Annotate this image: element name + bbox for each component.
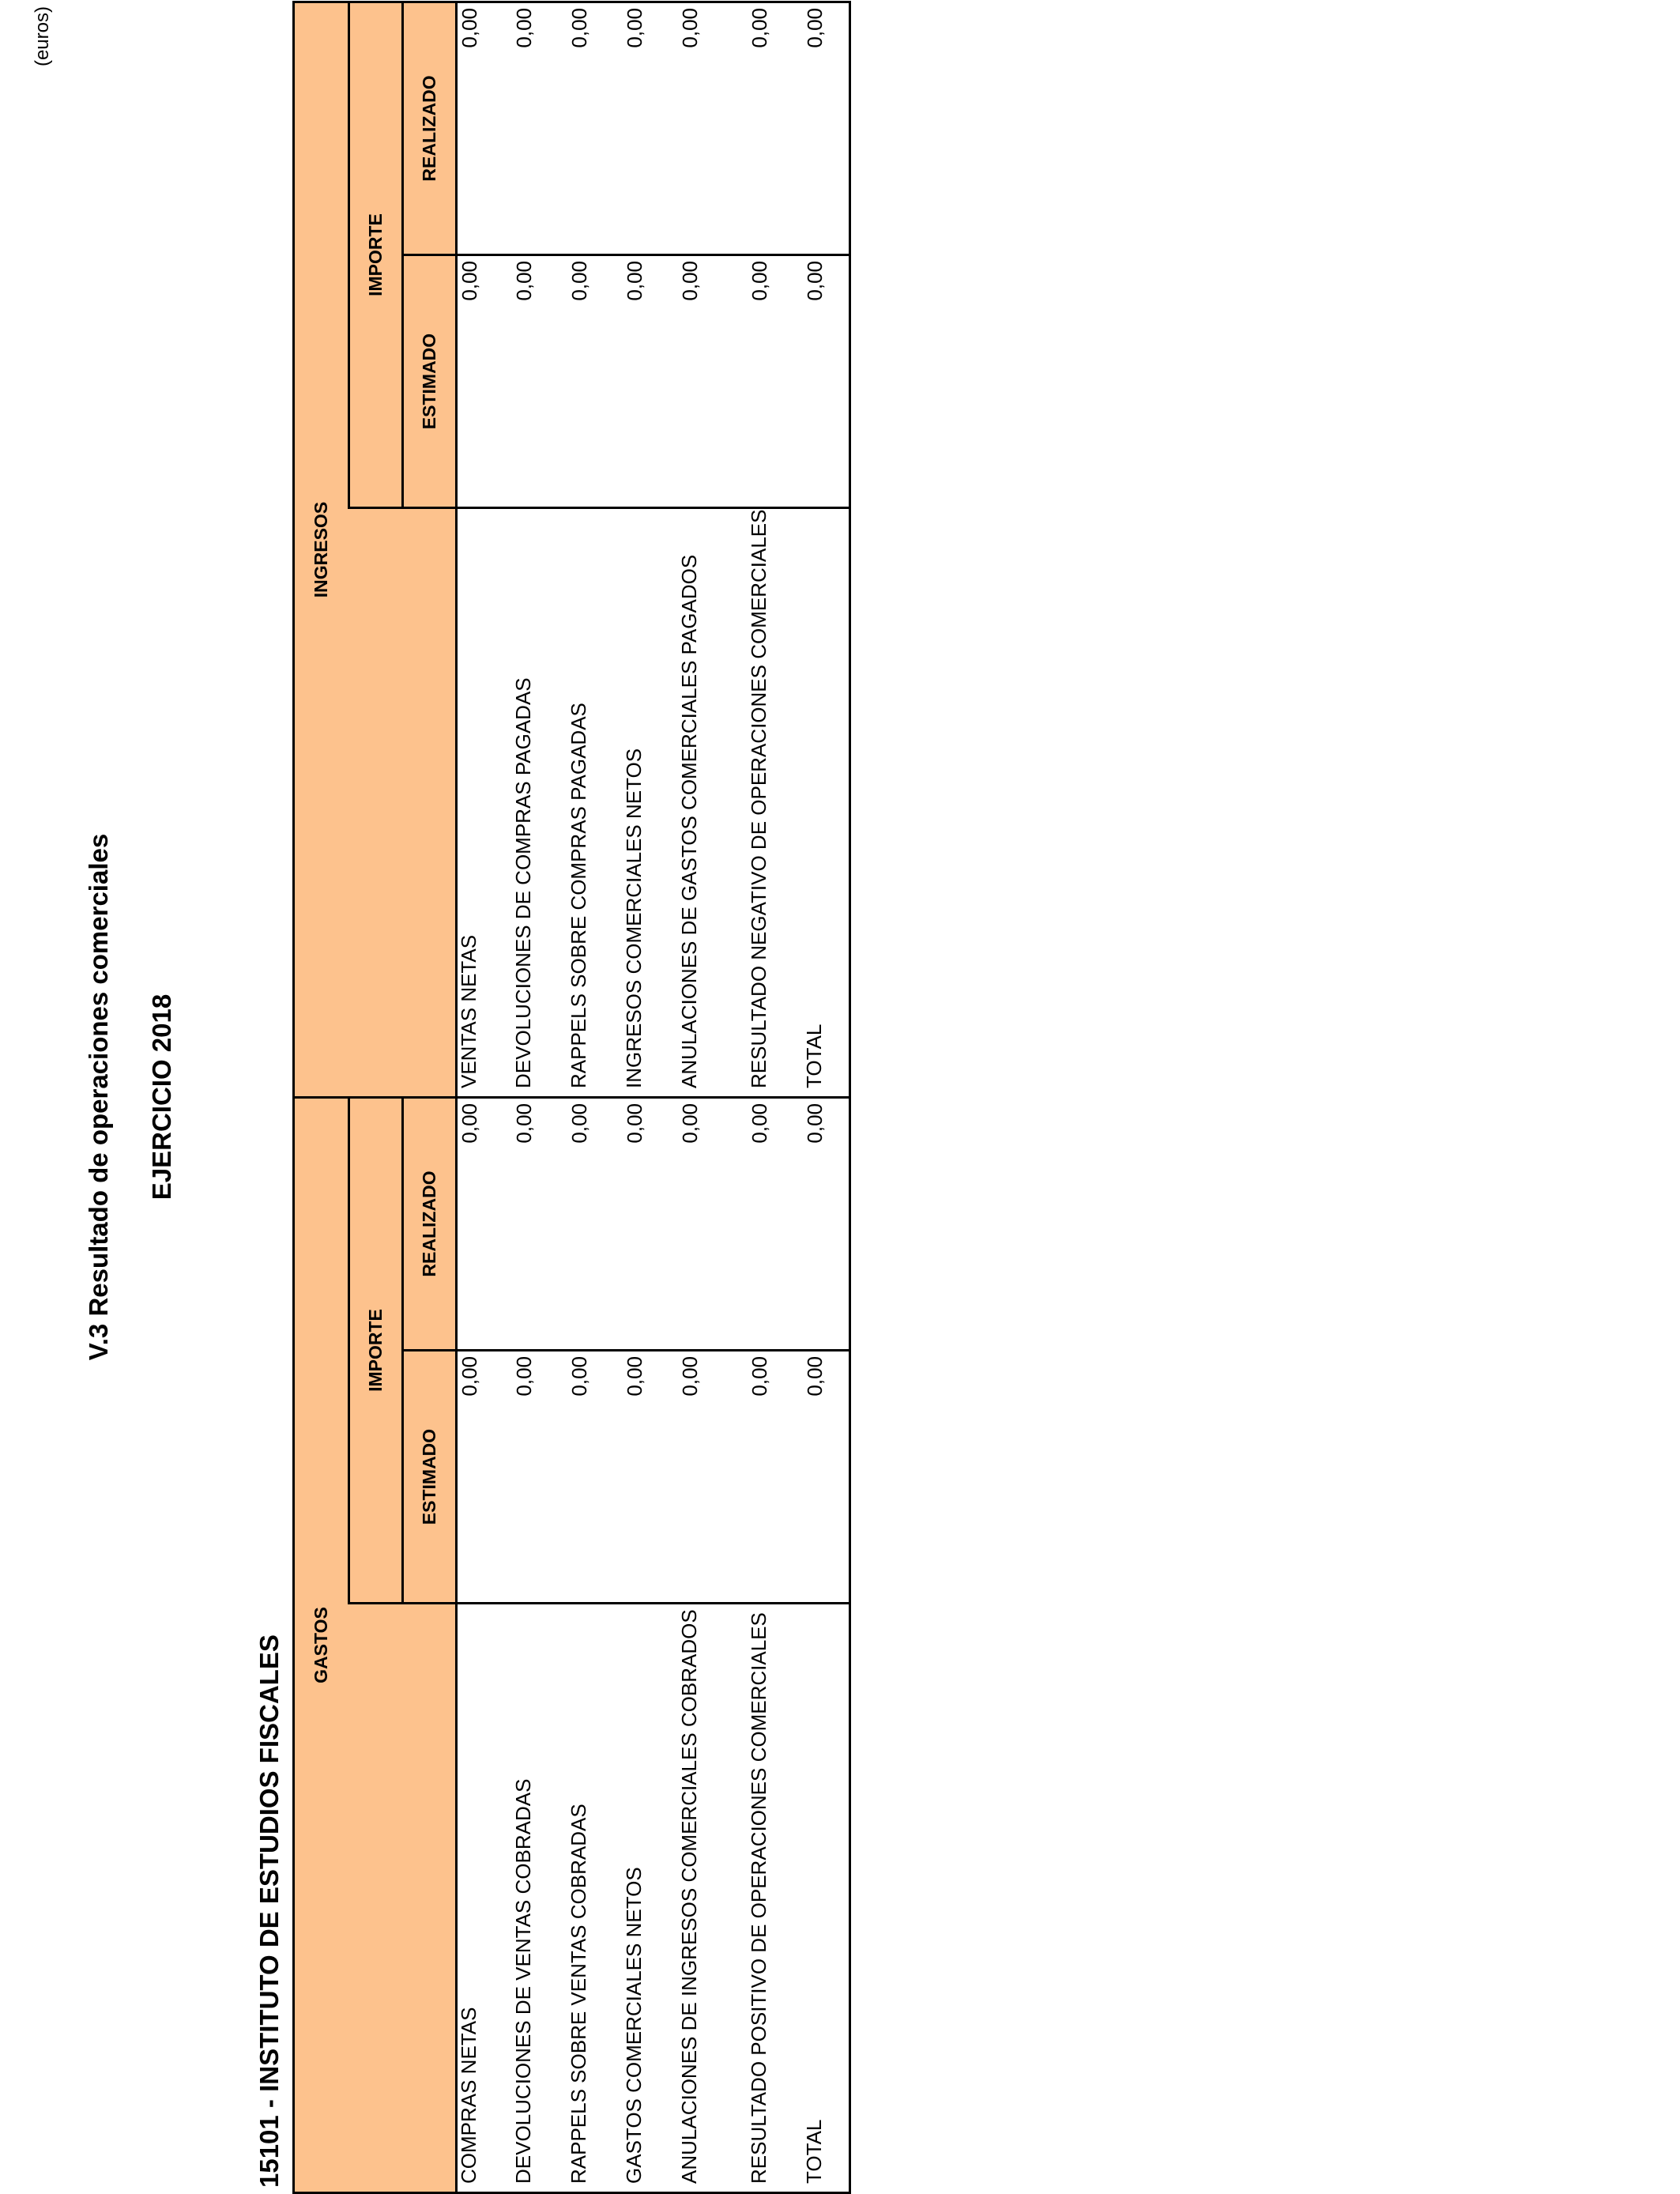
ingresos-total-estimado: 0,00 [803,255,850,508]
ingresos-realizado-cell: 0,00 [748,2,803,254]
gastos-concepto-cell: COMPRAS NETAS [457,1604,512,2193]
gastos-estimado-cell: 0,00 [567,1351,623,1604]
gastos-estimado-cell: 0,00 [457,1351,512,1604]
gastos-estimado-header: ESTIMADO [403,1351,457,1604]
table-row [512,1097,567,2192]
gastos-concepto-cell: GASTOS COMERCIALES NETOS [623,1604,678,2193]
gastos-concepto-cell: RAPPELS SOBRE VENTAS COBRADAS [567,1604,623,2193]
ingresos-concepto-cell: ANULACIONES DE GASTOS COMERCIALES PAGADOS [678,508,748,1098]
table-row [748,2,803,1097]
table-row [678,1097,748,2192]
ingresos-realizado-cell: 0,00 [678,2,748,254]
ingresos-concepto-cell: INGRESOS COMERCIALES NETOS [623,508,678,1098]
table-row [748,1097,803,2192]
report-subtitle: EJERCICIO 2018 [147,993,176,1201]
gastos-header: GASTOS [294,1097,349,2192]
ingresos-realizado-cell: 0,00 [623,2,678,254]
ingresos-estimado-cell: 0,00 [748,255,803,508]
table-row [623,2,678,1097]
gastos-concepto-cell: DEVOLUCIONES DE VENTAS COBRADAS [512,1604,567,2193]
ingresos-table [292,1,851,1099]
table-row [567,1097,623,2192]
gastos-realizado-cell: 0,00 [567,1097,623,1350]
table-row [567,2,623,1097]
organization-name: 15101 - INSTITUTO DE ESTUDIOS FISCALES [254,1634,284,2188]
gastos-importe-header: IMPORTE [349,1097,403,1603]
report-title: V.3 Resultado de operaciones comerciales [84,833,113,1361]
ingresos-estimado-cell: 0,00 [457,255,512,508]
ingresos-estimado-header: ESTIMADO [403,255,457,508]
ingresos-estimado-cell: 0,00 [567,255,623,508]
gastos-estimado-cell: 0,00 [678,1351,748,1604]
gastos-realizado-cell: 0,00 [748,1097,803,1350]
ingresos-importe-header: IMPORTE [349,2,403,507]
ingresos-header: INGRESOS [294,2,349,1097]
gastos-concepto-header [349,1604,457,2193]
ingresos-concepto-cell: DEVOLUCIONES DE COMPRAS PAGADAS [512,508,567,1098]
ingresos-realizado-cell: 0,00 [457,2,512,254]
table-row-total [803,1097,850,2192]
table-row [457,2,512,1097]
ingresos-realizado-cell: 0,00 [567,2,623,254]
ingresos-concepto-header [349,508,457,1098]
ingresos-concepto-cell: VENTAS NETAS [457,508,512,1098]
ingresos-total-label: TOTAL [803,508,850,1098]
ingresos-estimado-cell: 0,00 [623,255,678,508]
table-row [512,2,567,1097]
table-row [678,2,748,1097]
ingresos-total-realizado: 0,00 [803,2,850,254]
gastos-realizado-cell: 0,00 [623,1097,678,1350]
ingresos-realizado-header: REALIZADO [403,2,457,254]
table-row [457,1097,512,2192]
gastos-concepto-cell: ANULACIONES DE INGRESOS COMERCIALES COBRADOS [678,1604,748,2193]
table-row-total [803,2,850,1097]
gastos-estimado-cell: 0,00 [623,1351,678,1604]
gastos-estimado-cell: 0,00 [512,1351,567,1604]
ingresos-realizado-cell: 0,00 [512,2,567,254]
table-row [623,1097,678,2192]
ingresos-concepto-cell: RESULTADO NEGATIVO DE OPERACIONES COMERCIALES [748,508,803,1098]
gastos-realizado-cell: 0,00 [512,1097,567,1350]
gastos-total-label: TOTAL [803,1604,850,2193]
units-label: (euros) [32,6,53,67]
gastos-total-estimado: 0,00 [803,1351,850,1604]
gastos-realizado-cell: 0,00 [457,1097,512,1350]
ingresos-estimado-cell: 0,00 [678,255,748,508]
ingresos-concepto-cell: RAPPELS SOBRE COMPRAS PAGADAS [567,508,623,1098]
gastos-concepto-cell: RESULTADO POSITIVO DE OPERACIONES COMERCIALES [748,1604,803,2193]
gastos-realizado-cell: 0,00 [678,1097,748,1350]
gastos-total-realizado: 0,00 [803,1097,850,1350]
gastos-realizado-header: REALIZADO [403,1097,457,1350]
gastos-table [292,1096,851,2194]
gastos-estimado-cell: 0,00 [748,1351,803,1604]
ingresos-estimado-cell: 0,00 [512,255,567,508]
